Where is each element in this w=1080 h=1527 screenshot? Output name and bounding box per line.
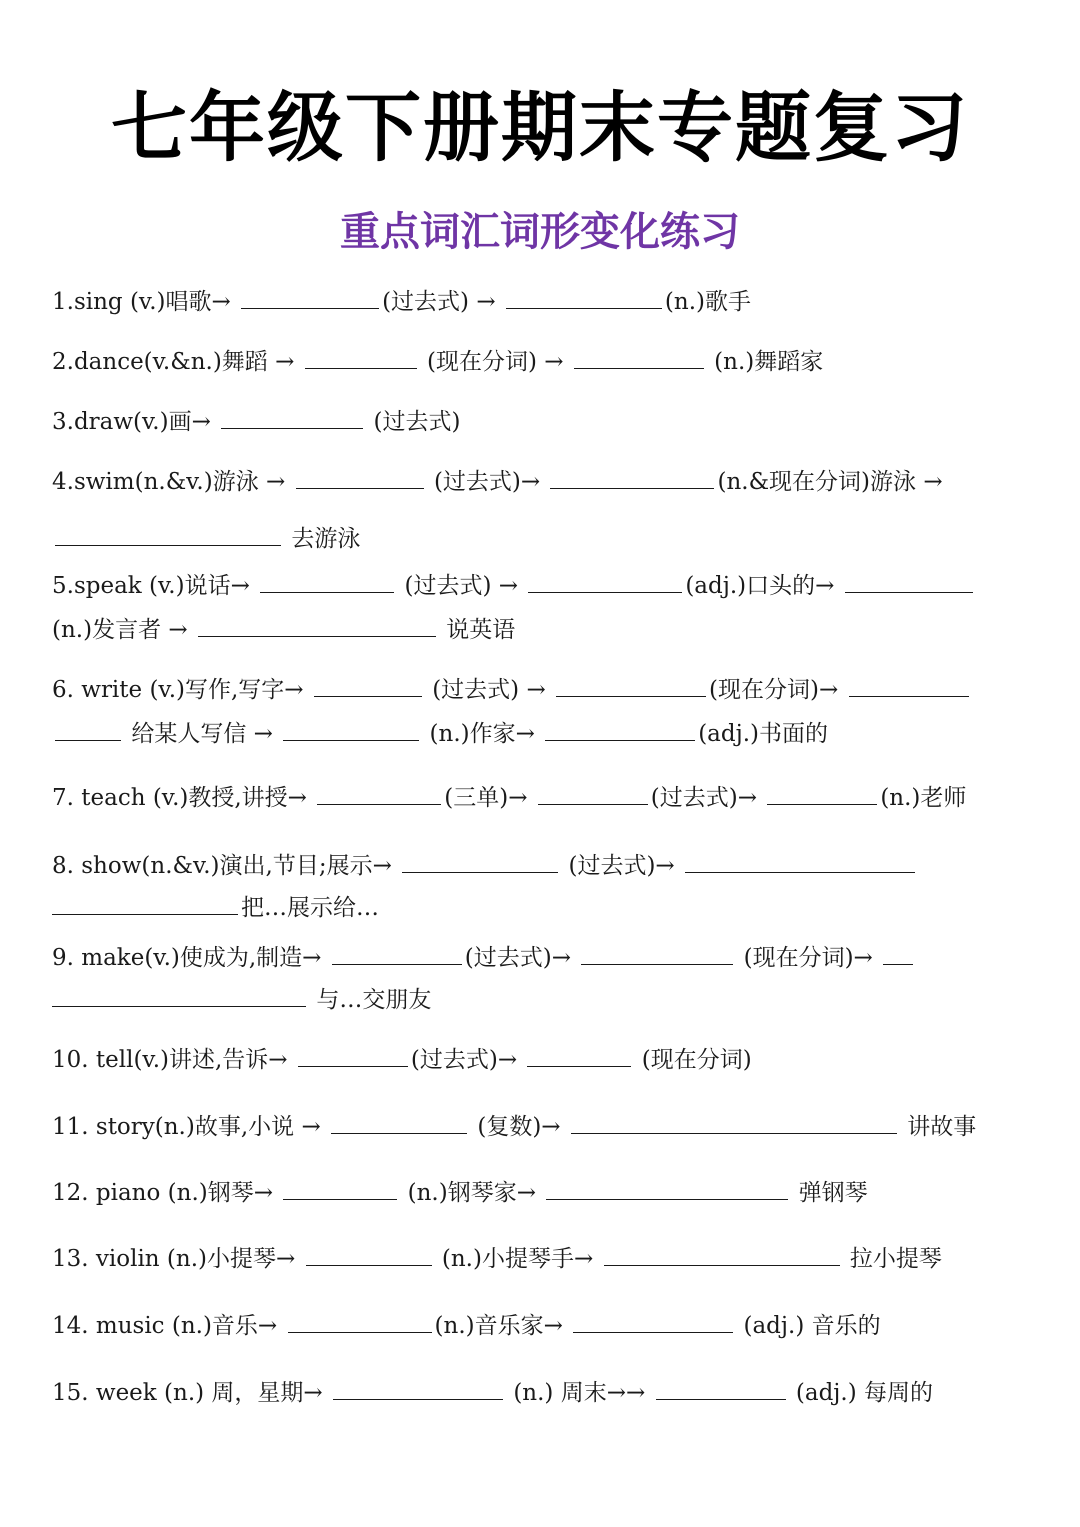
answer-blank[interactable] — [581, 963, 733, 965]
answer-blank[interactable] — [296, 487, 424, 489]
answer-blank[interactable] — [573, 1331, 733, 1333]
page-title: 七年级下册期末专题复习 — [111, 83, 969, 172]
question-text: (n.)音乐家→ — [434, 1313, 563, 1339]
question-text: (adj.) 每周的 — [795, 1380, 934, 1406]
question-text: 2.dance(v.&n.)舞蹈 → — [52, 349, 295, 375]
answer-blank[interactable] — [506, 307, 662, 309]
question-5 — [52, 568, 976, 604]
question-text: (过去式)→ — [650, 785, 757, 811]
question-9-cont — [52, 982, 431, 1018]
answer-blank[interactable] — [528, 591, 682, 593]
question-text: 11. story(n.)故事,小说 → — [52, 1114, 321, 1140]
question-text: (现在分词) → — [427, 349, 564, 375]
question-text: 7. teach (v.)教授,讲授→ — [52, 785, 307, 811]
question-text: (n.)小提琴手→ — [441, 1246, 594, 1272]
question-text: 与…交朋友 — [316, 987, 432, 1013]
question-text: 13. violin (n.)小提琴→ — [52, 1246, 296, 1272]
answer-blank[interactable] — [283, 739, 419, 741]
question-text: 5.speak (v.)说话→ — [52, 573, 250, 599]
answer-blank[interactable] — [55, 739, 121, 741]
question-text: (adj.)口头的→ — [685, 573, 835, 599]
question-3 — [52, 404, 460, 440]
question-text: (现在分词) — [641, 1047, 752, 1073]
question-text: 讲故事 — [907, 1114, 977, 1140]
question-text: (n.)作家→ — [429, 721, 535, 747]
answer-blank[interactable] — [556, 695, 706, 697]
question-text: (过去式) → — [404, 573, 518, 599]
answer-blank[interactable] — [545, 739, 695, 741]
question-text: 12. piano (n.)钢琴→ — [52, 1180, 273, 1206]
answer-blank[interactable] — [333, 1398, 503, 1400]
question-text: 15. week (n.) 周，星期→ — [52, 1380, 323, 1406]
question-12 — [52, 1175, 868, 1211]
question-text: 说英语 — [446, 617, 516, 643]
question-text: (n.)舞蹈家 — [714, 349, 824, 375]
question-text: (过去式)→ — [568, 853, 675, 879]
question-text: (n.) 周末→→ — [513, 1380, 646, 1406]
answer-blank[interactable] — [317, 803, 441, 805]
question-2 — [52, 344, 823, 380]
answer-blank[interactable] — [604, 1264, 840, 1266]
answer-blank[interactable] — [550, 487, 714, 489]
question-text: 3.draw(v.)画→ — [52, 409, 211, 435]
question-text: (过去式)→ — [464, 945, 571, 971]
answer-blank[interactable] — [767, 803, 877, 805]
answer-blank[interactable] — [402, 871, 558, 873]
answer-blank[interactable] — [685, 871, 915, 873]
answer-blank[interactable] — [883, 963, 913, 965]
question-4-cont — [52, 521, 360, 557]
answer-blank[interactable] — [260, 591, 394, 593]
question-text: 给某人写信 → — [131, 721, 273, 747]
question-text: (现在分词)→ — [709, 677, 839, 703]
answer-blank[interactable] — [221, 427, 363, 429]
question-text: (n.&现在分词)游泳 → — [717, 469, 943, 495]
question-6-cont — [52, 716, 828, 752]
question-13 — [52, 1241, 942, 1277]
question-14 — [52, 1308, 881, 1344]
question-text: (复数)→ — [477, 1114, 561, 1140]
question-text: (现在分词)→ — [743, 945, 873, 971]
question-text: (adj.)书面的 — [698, 721, 829, 747]
question-6 — [52, 672, 972, 708]
answer-blank[interactable] — [527, 1065, 631, 1067]
question-text: (三单)→ — [444, 785, 528, 811]
question-text: 弹钢琴 — [798, 1180, 868, 1206]
question-7 — [52, 780, 966, 816]
question-4 — [52, 464, 943, 500]
question-text: 把…展示给… — [241, 895, 379, 921]
answer-blank[interactable] — [546, 1198, 788, 1200]
question-text: (过去式)→ — [410, 1047, 518, 1073]
answer-blank[interactable] — [306, 1264, 432, 1266]
question-15 — [52, 1375, 933, 1411]
question-text: (n.)发言者 → — [52, 617, 188, 643]
question-text: 6. write (v.)写作,写字→ — [52, 677, 304, 703]
question-text: (过去式) → — [382, 289, 496, 315]
answer-blank[interactable] — [283, 1198, 397, 1200]
question-8 — [52, 848, 918, 884]
answer-blank[interactable] — [314, 695, 422, 697]
answer-blank[interactable] — [52, 1005, 306, 1007]
question-1 — [52, 284, 751, 320]
question-text: (n.)钢琴家→ — [407, 1180, 536, 1206]
answer-blank[interactable] — [305, 367, 417, 369]
question-9 — [52, 940, 916, 976]
page-subtitle: 重点词汇词形变化练习 — [340, 209, 740, 255]
answer-blank[interactable] — [241, 307, 379, 309]
question-5-cont — [52, 612, 515, 648]
answer-blank[interactable] — [574, 367, 704, 369]
answer-blank[interactable] — [845, 591, 973, 593]
question-text: (n.)歌手 — [664, 289, 751, 315]
answer-blank[interactable] — [55, 544, 281, 546]
question-text: (过去式) — [373, 409, 461, 435]
question-text: 14. music (n.)音乐→ — [52, 1313, 278, 1339]
question-text: (adj.) 音乐的 — [743, 1313, 881, 1339]
answer-blank[interactable] — [571, 1132, 897, 1134]
question-text: (n.)老师 — [880, 785, 967, 811]
answer-blank[interactable] — [198, 635, 436, 637]
question-10 — [52, 1042, 752, 1078]
answer-blank[interactable] — [298, 1065, 408, 1067]
question-text: 9. make(v.)使成为,制造→ — [52, 945, 322, 971]
question-text: 1.sing (v.)唱歌→ — [52, 289, 231, 315]
answer-blank[interactable] — [538, 803, 648, 805]
question-text: 4.swim(n.&v.)游泳 → — [52, 469, 286, 495]
question-text: 8. show(n.&v.)演出,节目;展示→ — [52, 853, 392, 879]
answer-blank[interactable] — [331, 1132, 467, 1134]
question-text: (过去式) → — [432, 677, 546, 703]
question-text: (过去式)→ — [433, 469, 541, 495]
answer-blank[interactable] — [52, 913, 238, 915]
answer-blank[interactable] — [288, 1331, 432, 1333]
question-11 — [52, 1109, 976, 1145]
question-text: 拉小提琴 — [849, 1246, 942, 1272]
question-8-cont — [52, 890, 379, 926]
question-text: 10. tell(v.)讲述,告诉→ — [52, 1047, 288, 1073]
answer-blank[interactable] — [849, 695, 969, 697]
answer-blank[interactable] — [332, 963, 462, 965]
question-text: 去游泳 — [291, 526, 361, 552]
answer-blank[interactable] — [656, 1398, 786, 1400]
